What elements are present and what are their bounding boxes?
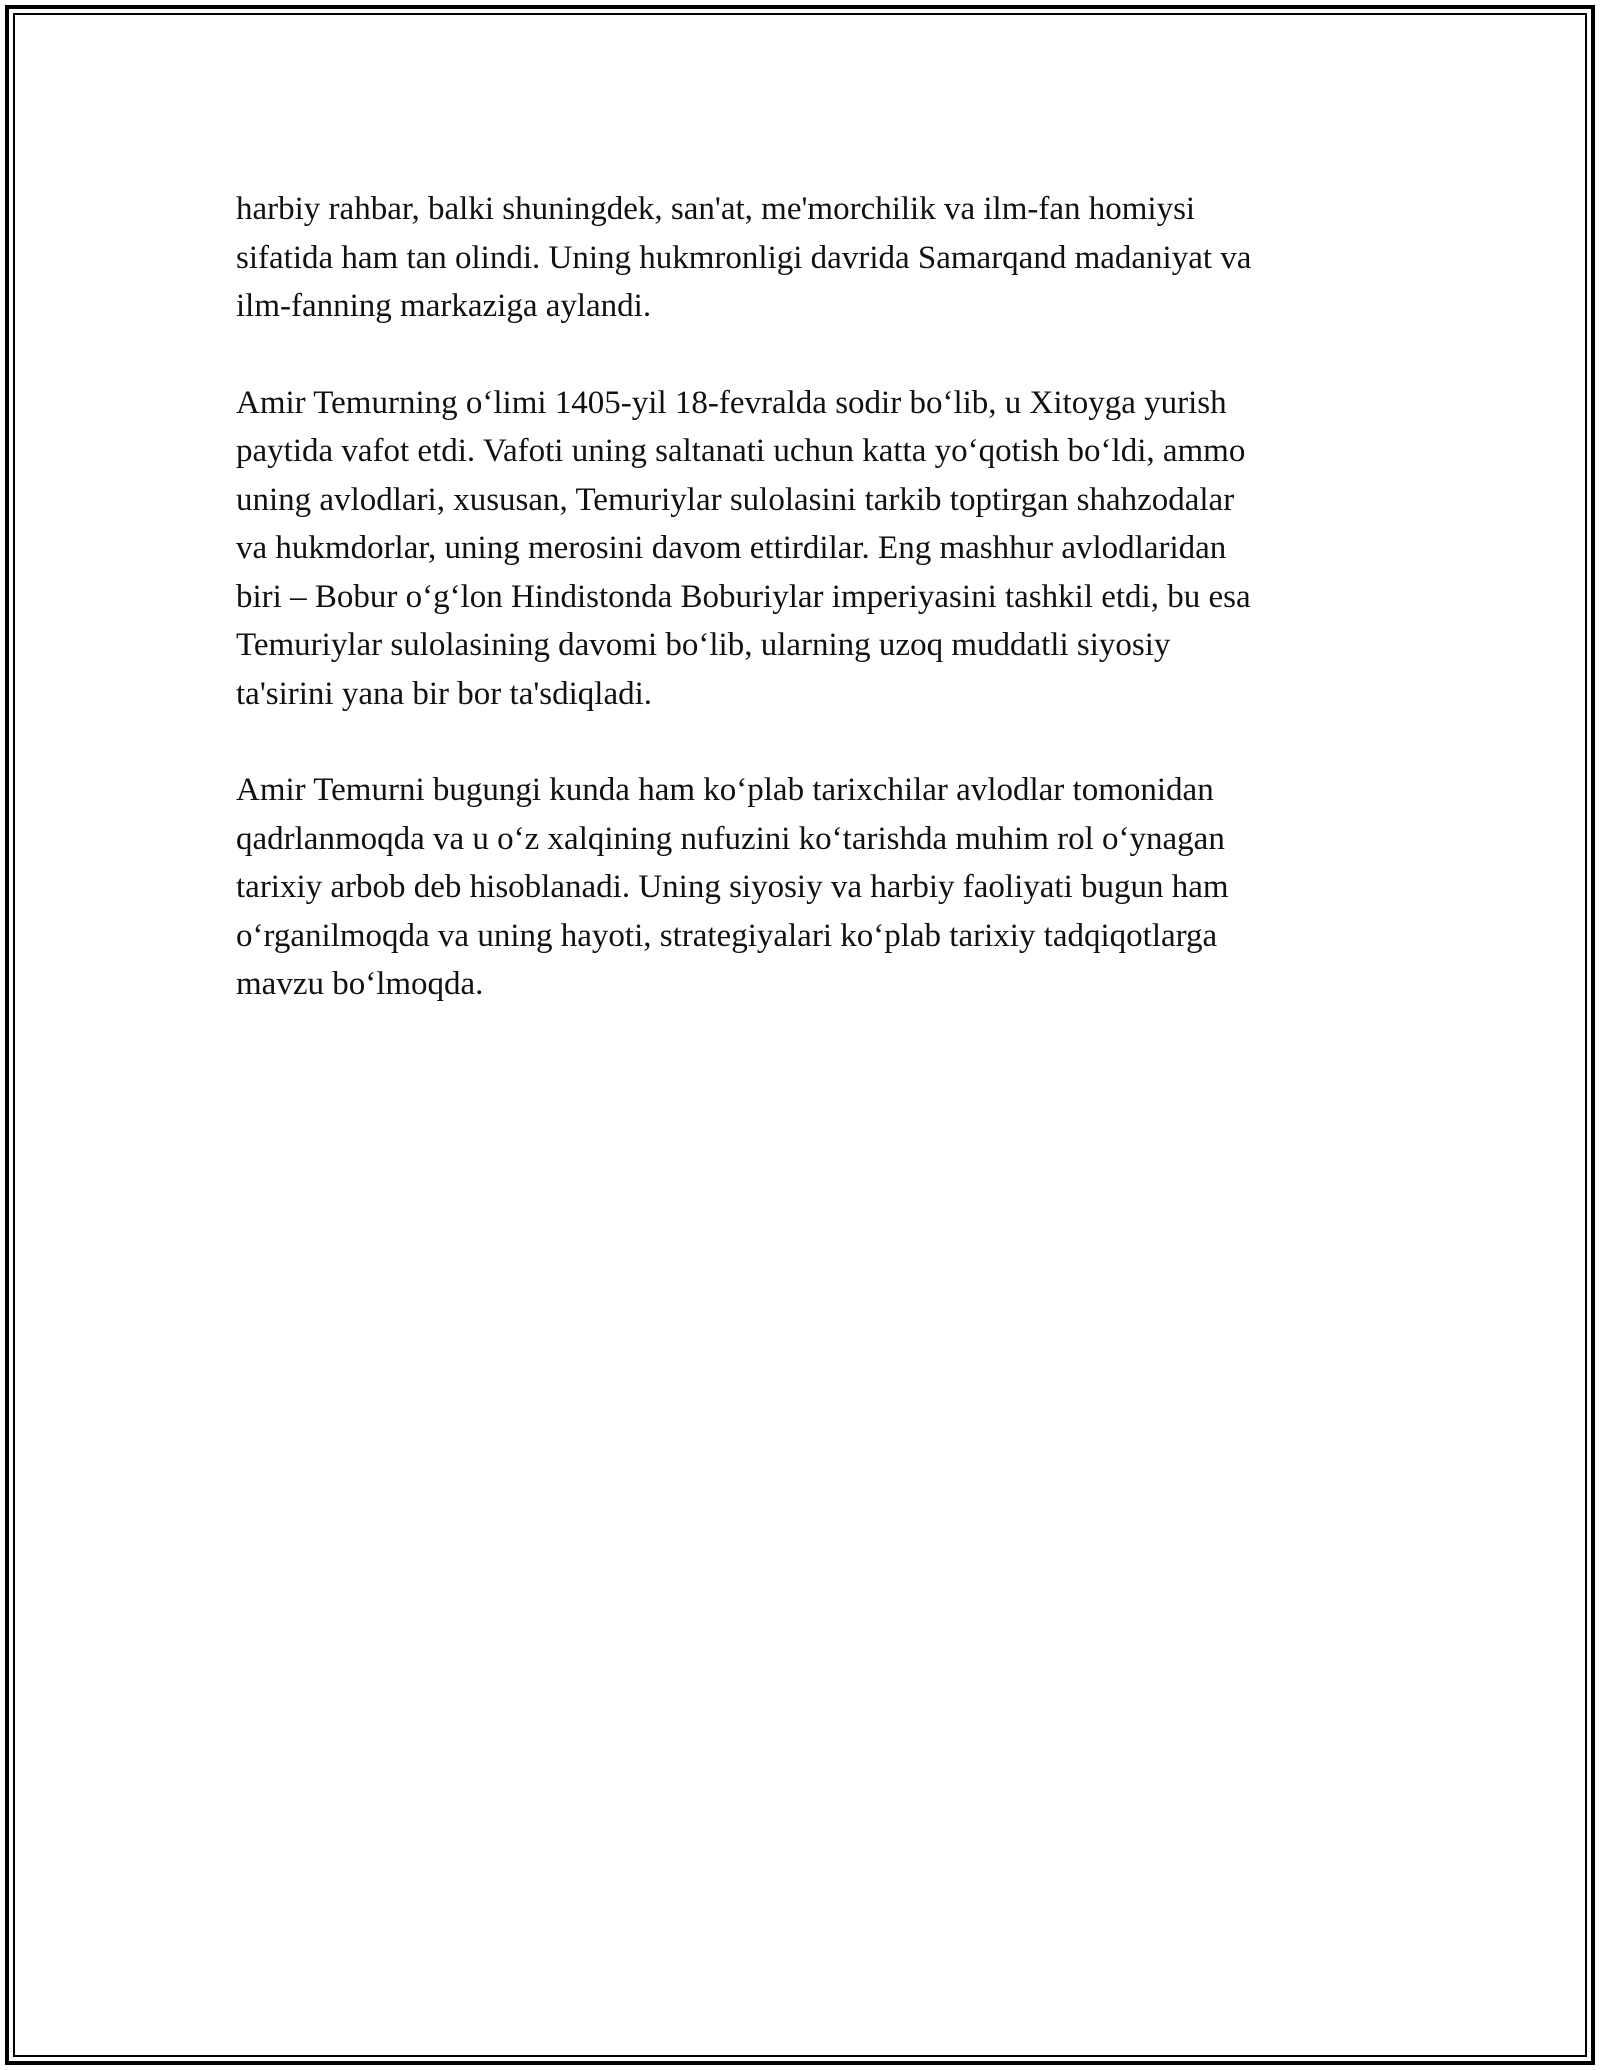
text-line: Amir Temurning o‘limi 1405-yil 18-fevralda sodir bo‘lib, u Xitoyga yurish (236, 384, 1227, 421)
text-line: o‘rganilmoqda va uning hayoti, strategiyalari ko‘plab tarixiy tadqiqotlarga (236, 917, 1218, 954)
document-body (236, 185, 1396, 1057)
text-line: va hukmdorlar, uning merosini davom ettirdilar. Eng mashhur avlodlaridan (236, 530, 1227, 566)
text-line: Amir Temurni bugungi kunda ham ko‘plab tarixchilar avlodlar tomonidan (236, 772, 1214, 808)
text-line: Temuriylar sulolasining davomi bo‘lib, ularning uzoq muddatli siyosiy (236, 627, 1171, 663)
text-line: paytida vafot etdi. Vafoti uning saltanati uchun katta yo‘qotish bo‘ldi, ammo (236, 433, 1246, 469)
text-line: mavzu bo‘lmoqda. (236, 966, 484, 1002)
text-line: ilm-fanning markaziga aylandi. (236, 288, 652, 324)
text-line: ta'sirini yana bir bor ta'sdiqladi. (236, 675, 653, 712)
text-line: uning avlodlari, xususan, Temuriylar sulolasini tarkib toptirgan shahzodalar (236, 481, 1235, 518)
paragraph-1 (236, 185, 1396, 331)
text-line: biri – Bobur o‘g‘lon Hindistonda Boburiylar imperiyasini tashkil etdi, bu esa (236, 578, 1251, 615)
text-line: sifatida ham tan olindi. Uning hukmronligi davrida Samarqand madaniyat va (236, 239, 1252, 276)
paragraph-3 (236, 766, 1396, 1009)
text-line: qadrlanmoqda va u o‘z xalqining nufuzini ko‘tarishda muhim rol o‘ynagan (236, 820, 1225, 857)
text-line: harbiy rahbar, balki shuningdek, san'at, me'morchilik va ilm-fan homiysi (236, 191, 1196, 227)
text-line: tarixiy arbob deb hisoblanadi. Uning siyosiy va harbiy faoliyati bugun ham (236, 869, 1229, 905)
paragraph-2 (236, 379, 1396, 719)
